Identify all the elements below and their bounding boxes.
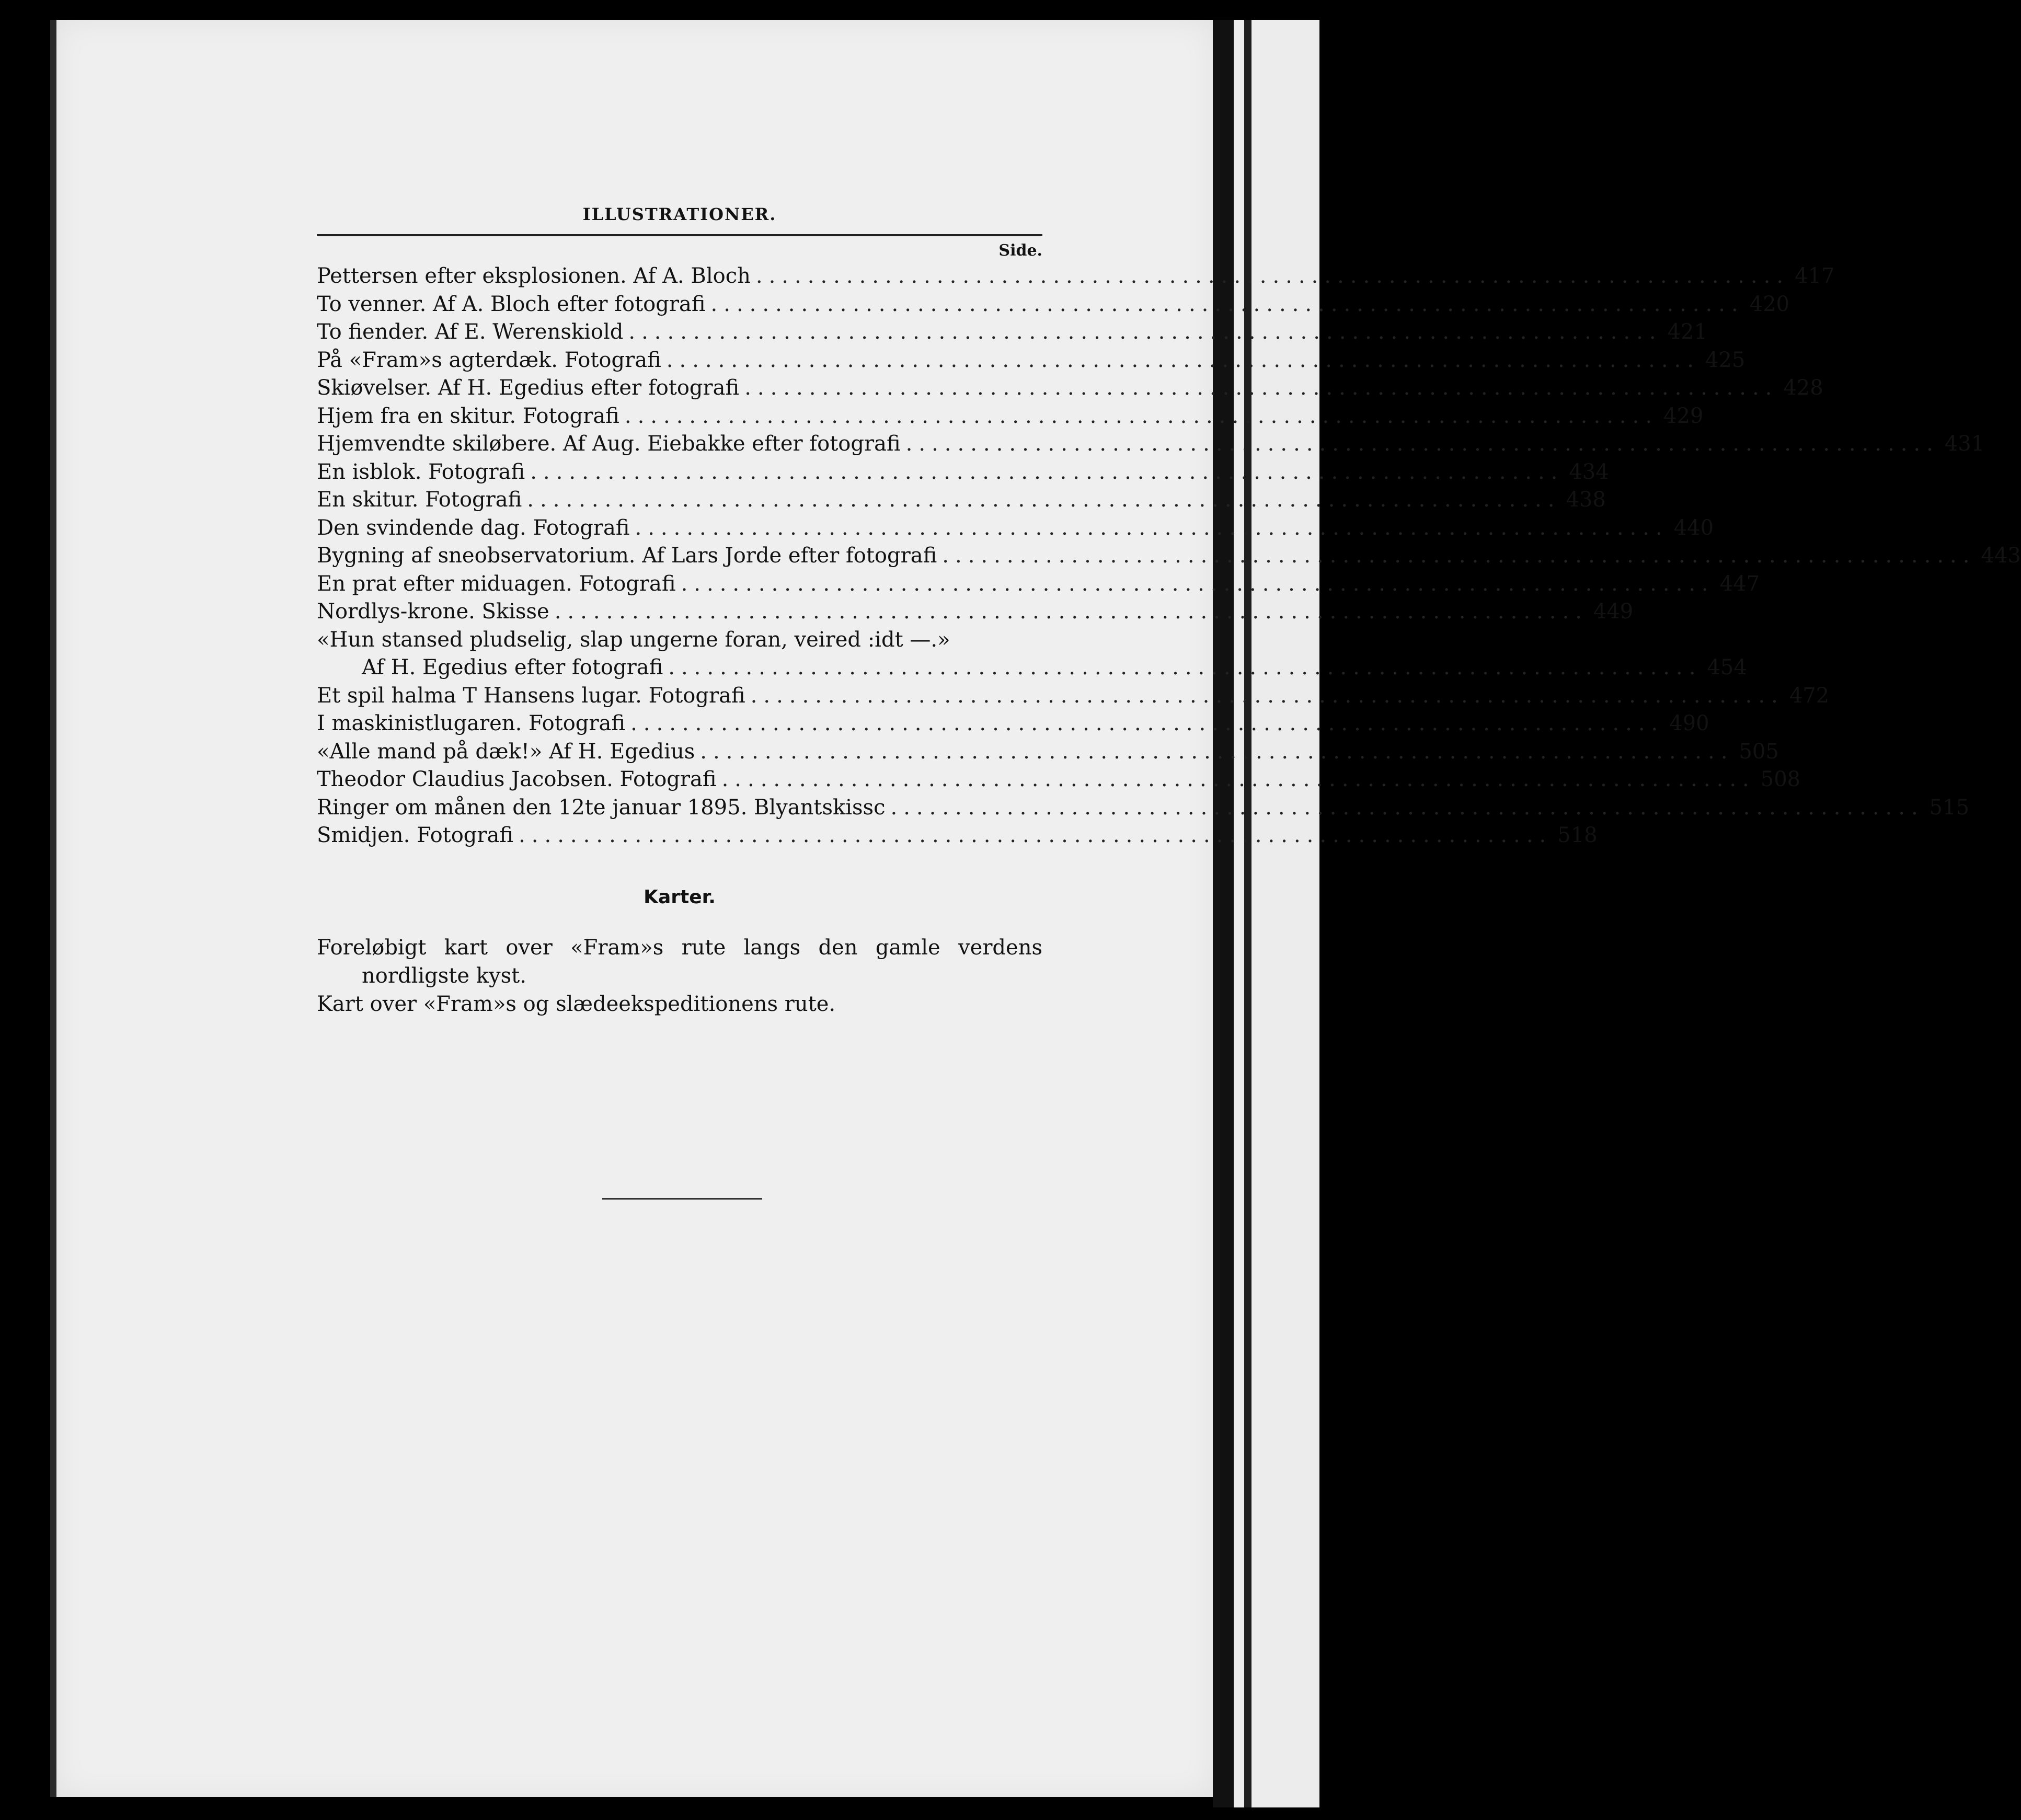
dot-leader: ................................................................................ (755, 264, 1790, 288)
list-item (317, 794, 1970, 822)
dot-leader: ................................................................................ (519, 823, 1553, 847)
list-item (317, 318, 1707, 347)
illustration-title: Skiøvelser. Af H. Egedius efter fotografi (317, 376, 740, 400)
list-item (317, 486, 1606, 514)
dot-leader: ................................................................................ (624, 404, 1659, 428)
list-item (317, 458, 1609, 487)
illustration-title: Af H. Egedius efter fotografi (362, 655, 663, 679)
dot-leader: ................................................................................ (750, 683, 1784, 708)
illustration-title: Den svindende dag. Fotografi (317, 515, 630, 540)
page-number: 490 (1669, 711, 1709, 735)
page-number: 508 (1760, 767, 1801, 791)
dot-leader: ................................................................................ (905, 432, 1939, 456)
end-rule (602, 1198, 762, 1200)
illustration-title: En isblok. Fotografi (317, 459, 525, 484)
illustration-title: Pettersen efter eksplosionen. Af A. Bloch (317, 264, 751, 288)
illustration-title: Ringer om månen den 12te januar 1895. Blyantskissc (317, 795, 886, 820)
page-number: 421 (1667, 320, 1707, 344)
dot-leader: ................................................................................ (635, 515, 1669, 540)
page-number: 438 (1566, 488, 1606, 512)
page-content (317, 204, 2021, 1018)
dot-leader: ................................................................................ (721, 767, 1755, 791)
list-item (317, 542, 2021, 570)
illustration-title: En prat efter miduagen. Fotografi (317, 571, 676, 596)
dot-leader: ................................................................................ (710, 292, 1744, 316)
list-item (317, 570, 1760, 598)
dot-leader: ................................................................................ (890, 795, 1924, 820)
page-number: 443 (1981, 544, 2021, 568)
illustration-title: Nordlys-krone. Skisse (317, 600, 549, 624)
list-item (317, 710, 1709, 738)
list-item (317, 766, 1801, 794)
illustration-title: I maskinistlugaren. Fotografi (317, 711, 626, 735)
list-item (317, 374, 1823, 402)
illustration-title: En skitur. Fotografi (317, 488, 522, 512)
map-entry-line: Kart over «Fram»s og slædeekspeditionens rute. (317, 992, 836, 1016)
illustration-title: Bygning af sneobservatorium. Af Lars Jorde efter fotografi (317, 544, 937, 568)
page-number: 449 (1593, 600, 1634, 624)
dot-leader: ................................................................................ (630, 711, 1664, 735)
dot-leader: ................................................................................ (700, 739, 1734, 764)
illustration-title: På «Fram»s agterdæk. Fotografi (317, 348, 661, 372)
illustration-title: Smidjen. Fotografi (317, 823, 514, 847)
illustration-title: «Alle mand på dæk!» Af H. Egedius (317, 739, 695, 764)
page-number: 428 (1783, 376, 1823, 400)
illustration-list (317, 262, 2021, 850)
page-number: 429 (1663, 404, 1704, 428)
list-item (317, 262, 1835, 291)
list-item (317, 654, 1747, 682)
list-item (317, 402, 1704, 431)
page-number: 505 (1739, 739, 1779, 764)
map-entry (317, 934, 1042, 990)
illustration-title: Hjemvendte skiløbere. Af Aug. Eiebakke efter fotografi (317, 432, 901, 456)
page-number: 417 (1795, 264, 1835, 288)
page-number: 472 (1789, 683, 1830, 708)
page-number: 515 (1929, 795, 1970, 820)
page-number: 447 (1719, 571, 1760, 596)
page-number: 454 (1707, 655, 1747, 679)
dot-leader: ................................................................................ (681, 571, 1715, 596)
map-entry-line: Foreløbigt kart over «Fram»s rute langs den gamle verdens (317, 935, 1042, 960)
illustration-title: Et spil halma T Hansens lugar. Fotografi (317, 683, 745, 708)
dot-leader: ................................................................................ (628, 320, 1662, 344)
list-item (317, 598, 1634, 626)
illustration-title: Hjem fra en skitur. Fotografi (317, 404, 619, 428)
page-number: 420 (1749, 292, 1790, 316)
illustration-title: «Hun stansed pludselig, slap ungerne foran, veired :idt —.» (317, 627, 950, 652)
list-item (317, 626, 1042, 654)
dot-leader: ................................................................................ (554, 600, 1588, 624)
list-item (317, 682, 1830, 710)
list-item (317, 822, 1598, 850)
list-item (317, 347, 1746, 375)
side-column-label: Side. (998, 241, 1042, 260)
page-number: 431 (1944, 432, 1985, 456)
title-rule (317, 234, 1042, 236)
illustration-title: Theodor Claudius Jacobsen. Fotografi (317, 767, 717, 791)
map-entry-continuation: nordligste kyst. (362, 963, 526, 988)
dot-leader: ................................................................................ (744, 376, 1778, 400)
dot-leader: ................................................................................ (668, 655, 1702, 679)
page-title: ILLUSTRATIONER. (582, 204, 777, 224)
dot-leader: ................................................................................ (666, 348, 1700, 372)
scan-border (0, 0, 1319, 21)
dot-leader: ................................................................................ (942, 544, 1976, 568)
dot-leader: ................................................................................ (527, 488, 1561, 512)
list-item (317, 738, 1779, 766)
map-list (317, 934, 1042, 1018)
map-entry (317, 990, 1042, 1018)
list-item (317, 430, 1985, 458)
illustration-title: To fiender. Af E. Werenskiold (317, 320, 624, 344)
illustration-title: To venner. Af A. Bloch efter fotografi (317, 292, 706, 316)
dot-leader: ................................................................................ (530, 459, 1564, 484)
page-number: 518 (1557, 823, 1598, 847)
page-number: 425 (1705, 348, 1746, 372)
list-item (317, 291, 1790, 319)
list-item (317, 514, 1714, 543)
page-number: 440 (1673, 515, 1714, 540)
maps-heading: Karter. (644, 886, 716, 908)
page-number: 434 (1569, 459, 1609, 484)
